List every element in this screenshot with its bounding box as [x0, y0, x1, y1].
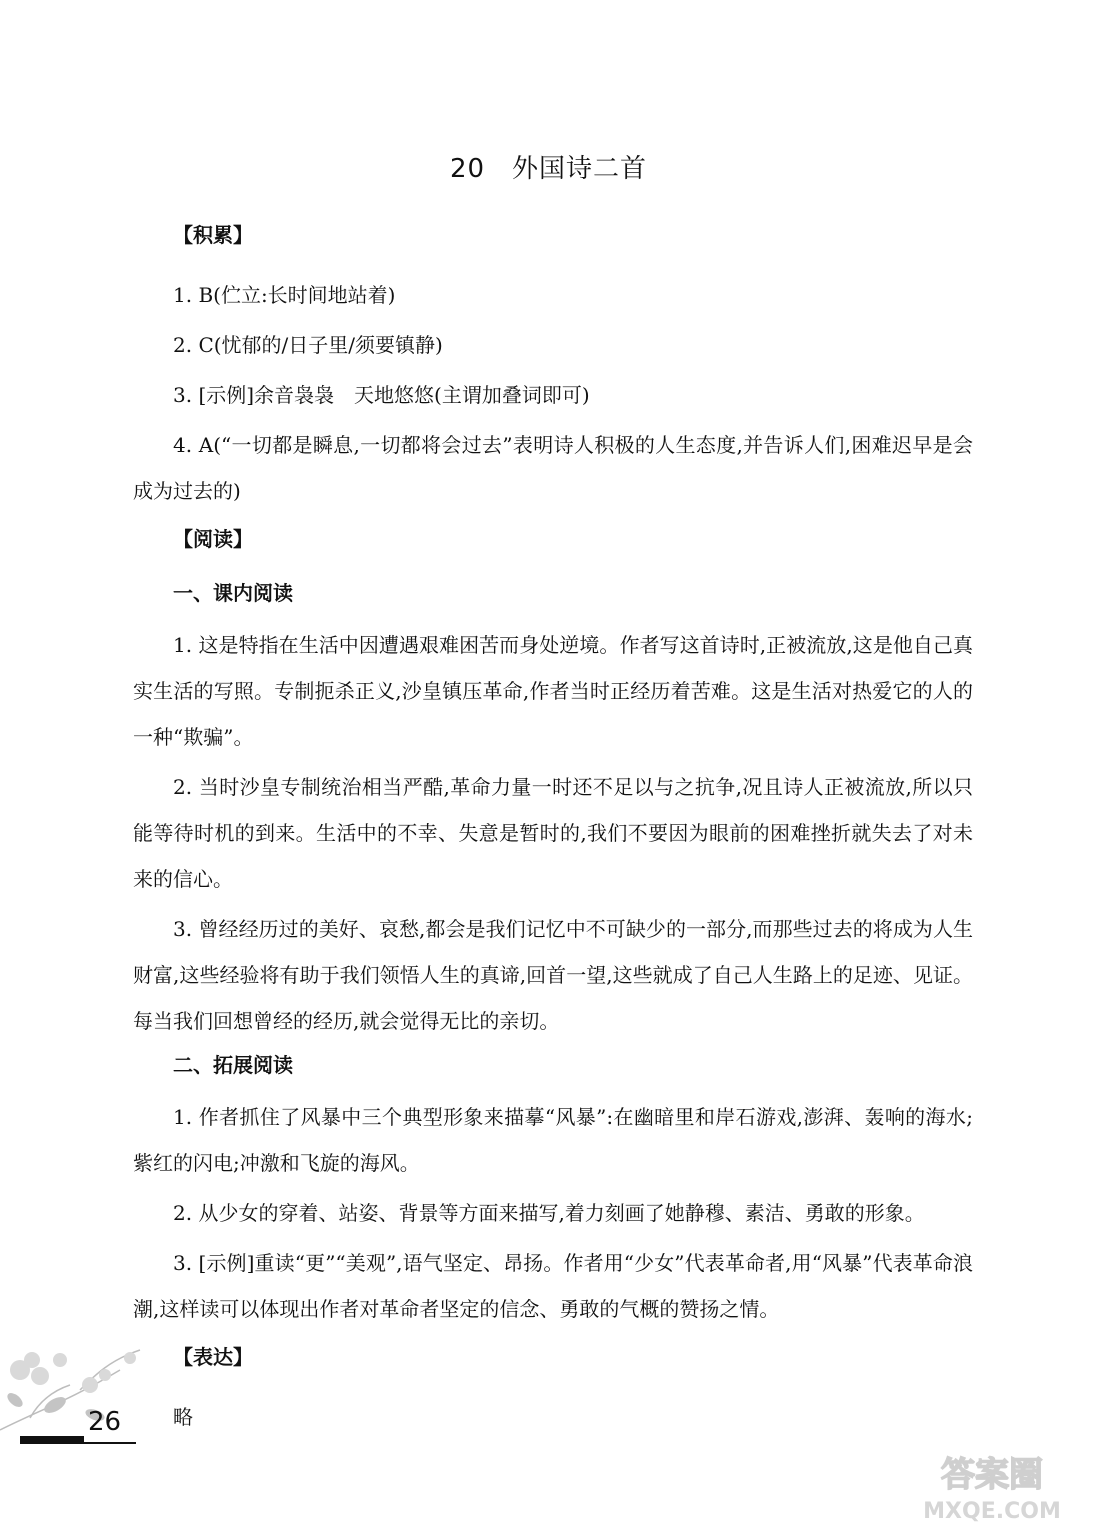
footer-bar [20, 1436, 84, 1444]
watermark-logo-icon [897, 1446, 1087, 1526]
watermark-text-bottom: MXQE.COM [923, 1499, 1061, 1524]
answer-item: 3. [示例]余音袅袅 天地悠悠(主谓加叠词即可) [173, 383, 590, 407]
section-heading-jilei: 【积累】 [173, 223, 253, 247]
answer-item: 2. C(忧郁的/日子里/须要镇静) [173, 333, 443, 357]
main-content [133, 210, 973, 1444]
page-number: 26 [88, 1407, 122, 1437]
subsection-heading-kenei: 一、课内阅读 [173, 581, 293, 605]
answer-item: 2. 从少女的穿着、站姿、背景等方面来描写,着力刻画了她静穆、素洁、勇敢的形象。 [173, 1201, 925, 1225]
answer-item: 略 [173, 1405, 193, 1429]
watermark-text-top: 答案圈 [941, 1455, 1043, 1495]
answer-item: 3. 曾经经历过的美好、哀愁,都会是我们记忆中不可缺少的一部分,而那些过去的将成为人生财富,这些经验将有助于我们领悟人生的真谛,回首一望,这些就成了自己人生路上的足迹、见证。每当我们回想曾经的经历,就会觉得无比的亲切。 [133, 917, 973, 1033]
section-heading-yuedu: 【阅读】 [173, 527, 253, 551]
answer-item: 1. B(伫立:长时间地站着) [173, 283, 396, 307]
subsection-heading-tuozhan: 二、拓展阅读 [173, 1053, 293, 1077]
answer-item: 2. 当时沙皇专制统治相当严酷,革命力量一时还不足以与之抗争,况且诗人正被流放,所以只能等待时机的到来。生活中的不幸、失意是暂时的,我们不要因为眼前的困难挫折就失去了对未来的信心。 [133, 775, 973, 891]
answer-item: 1. 这是特指在生活中因遭遇艰难困苦而身处逆境。作者写这首诗时,正被流放,这是他自己真实生活的写照。专制扼杀正义,沙皇镇压革命,作者当时正经历着苦难。这是生活对热爱它的人的一种“欺骗”。 [133, 633, 973, 749]
answer-item: 4. A(“一切都是瞬息,一切都将会过去”表明诗人积极的人生态度,并告诉人们,困难迟早是会成为过去的) [133, 433, 973, 503]
section-heading-biaoda: 【表达】 [173, 1345, 253, 1369]
footer-underline [84, 1442, 136, 1444]
answer-item: 3. [示例]重读“更”“美观”,语气坚定、昂扬。作者用“少女”代表革命者,用“风暴”代表革命浪潮,这样读可以体现出作者对革命者坚定的信念、勇敢的气概的赞扬之情。 [133, 1251, 973, 1321]
answer-item: 1. 作者抓住了风暴中三个典型形象来描摹“风暴”:在幽暗里和岸石游戏,澎湃、轰响的海水;紫红的闪电;冲激和飞旋的海风。 [133, 1105, 973, 1175]
page-title: 20 外国诗二首 [449, 154, 648, 184]
